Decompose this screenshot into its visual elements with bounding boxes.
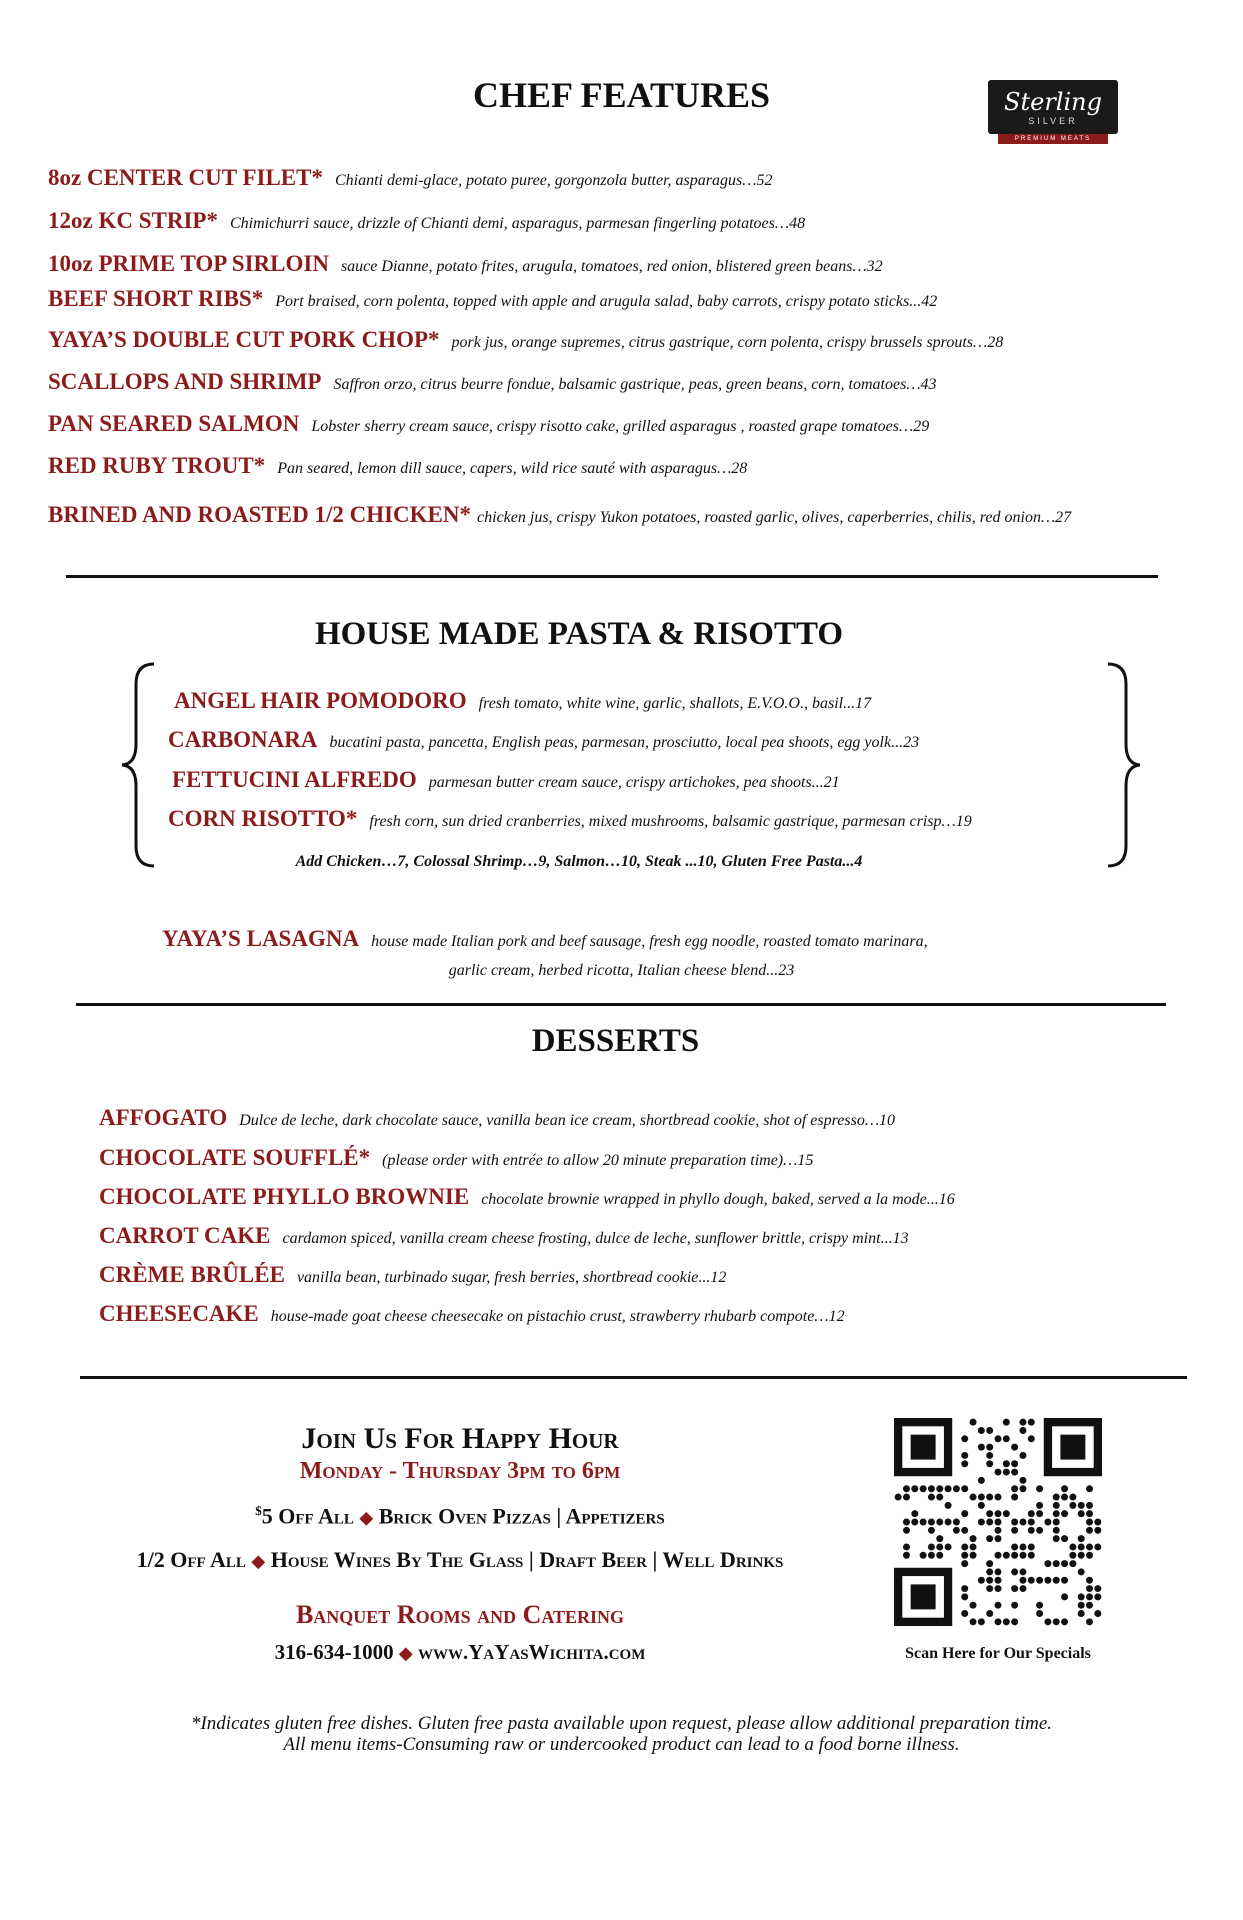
qr-caption: Scan Here for Our Specials (905, 1645, 1091, 1662)
item-name: BRINED AND ROASTED 1/2 CHICKEN* (48, 502, 472, 527)
item-desc: cardamon spiced, vanilla cream cheese frosting, dulce de leche, sunflower brittle, crispy mint...13 (282, 1230, 909, 1247)
menu-item (99, 1301, 845, 1327)
menu-item (168, 806, 972, 832)
item-desc: Port braised, corn polenta, topped with apple and arugula salad, baby carrots, crispy potato sticks...42 (275, 293, 938, 310)
menu-item (99, 1184, 955, 1210)
menu-item (174, 688, 871, 714)
lasagna-desc-2: garlic cream, herbed ricotta, Italian cheese blend...23 (448, 962, 795, 979)
sterling-silver-logo (988, 80, 1118, 144)
qr-code-icon[interactable] (894, 1418, 1102, 1626)
desserts-title: DESSERTS (531, 1023, 700, 1059)
menu-item (48, 453, 747, 479)
pasta-addons: Add Chicken…7, Colossal Shrimp…9, Salmon…10, Steak ...10, Gluten Free Pasta...4 (295, 853, 863, 870)
item-name: SCALLOPS AND SHRIMP (48, 369, 322, 394)
chef-features-title: CHEF FEATURES (472, 75, 771, 115)
contact-line (120, 1640, 800, 1665)
item-desc: chocolate brownie wrapped in phyllo dough, baked, served a la mode...16 (481, 1191, 955, 1208)
item-name: RED RUBY TROUT* (48, 453, 266, 478)
menu-item (172, 767, 840, 793)
menu-item (48, 286, 937, 312)
item-desc: chicken jus, crispy Yukon potatoes, roasted garlic, olives, caperberries, chilis, red onion…27 (477, 509, 1072, 526)
item-desc: Chimichurri sauce, drizzle of Chianti demi, asparagus, parmesan fingerling potatoes…48 (229, 215, 806, 232)
item-name: CARROT CAKE (99, 1223, 271, 1248)
item-desc: fresh tomato, white wine, garlic, shallots, E.V.O.O., basil...17 (478, 695, 872, 712)
line1-a: 5 Off All (261, 1503, 354, 1529)
line1-b: Brick Oven Pizzas | Appetizers (378, 1503, 665, 1529)
item-name: 12oz KC STRIP* (48, 208, 218, 233)
item-name: FETTUCINI ALFREDO (172, 767, 417, 792)
menu-item (99, 1105, 895, 1131)
footer-note (0, 1713, 1243, 1755)
banquet-title: Banquet Rooms and Catering (295, 1600, 625, 1629)
menu-item (48, 369, 937, 395)
item-desc: Pan seared, lemon dill sauce, capers, wild rice sauté with asparagus…28 (277, 460, 748, 477)
item-desc: Saffron orzo, citrus beurre fondue, balsamic gastrique, peas, green beans, corn, tomatoes…43 (333, 376, 937, 393)
diamond-icon: ◆ (359, 1507, 374, 1528)
item-desc: house made Italian pork and beef sausage, fresh egg noodle, roasted tomato marinara, (371, 933, 928, 950)
logo-tag: PREMIUM MEATS (998, 134, 1108, 144)
menu-item (48, 327, 1003, 353)
item-desc: Chianti demi-glace, potato puree, gorgonzola butter, asparagus…52 (334, 172, 773, 189)
menu-item (48, 208, 805, 234)
item-name: CORN RISOTTO* (168, 806, 358, 831)
item-desc: parmesan butter cream sauce, crispy artichokes, pea shoots...21 (428, 774, 840, 791)
item-name: CHOCOLATE SOUFFLÉ* (99, 1145, 371, 1170)
item-desc: (please order with entrée to allow 20 minute preparation time)…15 (382, 1152, 814, 1169)
menu-item (48, 165, 772, 191)
menu-item (99, 1262, 726, 1288)
left-brace (118, 660, 158, 870)
menu-item (48, 411, 929, 437)
menu-item (99, 1223, 909, 1249)
item-name: 8oz CENTER CUT FILET* (48, 165, 323, 190)
item-desc: Dulce de leche, dark chocolate sauce, vanilla bean ice cream, shortbread cookie, shot of espresso…10 (239, 1112, 896, 1129)
item-name: YAYA’S LASAGNA (162, 926, 360, 951)
menu-item (48, 251, 883, 277)
lasagna-item (162, 926, 928, 952)
item-name: AFFOGATO (99, 1105, 228, 1130)
logo-silver: SILVER (1028, 116, 1078, 126)
divider (80, 1376, 1187, 1379)
item-name: YAYA’S DOUBLE CUT PORK CHOP* (48, 327, 440, 352)
menu-item (99, 1145, 813, 1171)
menu-item (48, 502, 1071, 528)
item-desc: house-made goat cheese cheesecake on pistachio crust, strawberry rhubarb compote…12 (270, 1308, 845, 1325)
item-name: CHOCOLATE PHYLLO BROWNIE (99, 1184, 470, 1209)
item-name: CRÈME BRÛLÉE (99, 1262, 285, 1287)
item-desc: fresh corn, sun dried cranberries, mixed mushrooms, balsamic gastrique, parmesan crisp…19 (369, 813, 972, 830)
phone-number: 316-634-1000 (274, 1640, 394, 1664)
divider (76, 1003, 1166, 1006)
dollar-sign: $ (255, 1503, 262, 1518)
happy-hour-line-2 (60, 1547, 860, 1573)
right-brace (1104, 660, 1144, 870)
happy-hour-days: Monday - Thursday 3pm to 6pm (299, 1458, 621, 1484)
item-desc: Lobster sherry cream sauce, crispy risotto cake, grilled asparagus , roasted grape tomatoes…29 (311, 418, 930, 435)
item-name: BEEF SHORT RIBS* (48, 286, 264, 311)
diamond-icon: ◆ (251, 1551, 266, 1571)
item-name: ANGEL HAIR POMODORO (174, 688, 467, 713)
website-link[interactable]: www.YaYasWichita.com (417, 1640, 646, 1664)
happy-hour-line-1 (120, 1503, 800, 1529)
item-desc: pork jus, orange supremes, citrus gastrique, corn polenta, crispy brussels sprouts…28 (451, 334, 1004, 351)
happy-hour-title: Join Us For Happy Hour (301, 1422, 619, 1455)
line2-a: 1/2 Off All (136, 1547, 246, 1572)
diamond-icon: ◆ (398, 1643, 413, 1663)
logo-script: Sterling (1004, 88, 1102, 116)
footer-line-1: *Indicates gluten free dishes. Gluten free pasta available upon request, please allow additional preparation time. (190, 1713, 1053, 1734)
item-desc: vanilla bean, turbinado sugar, fresh berries, shortbread cookie...12 (296, 1269, 727, 1286)
item-name: CARBONARA (168, 727, 318, 752)
footer-line-2: All menu items-Consuming raw or undercooked product can lead to a food borne illness. (283, 1734, 960, 1755)
divider (66, 575, 1158, 578)
item-desc: bucatini pasta, pancetta, English peas, parmesan, prosciutto, local pea shoots, egg yolk...23 (329, 734, 920, 751)
item-desc: sauce Dianne, potato frites, arugula, tomatoes, red onion, blistered green beans…32 (340, 258, 883, 275)
menu-item (168, 727, 919, 753)
line2-b: House Wines By The Glass | Draft Beer | Well Drinks (270, 1547, 784, 1572)
item-name: PAN SEARED SALMON (48, 411, 300, 436)
item-name: 10oz PRIME TOP SIRLOIN (48, 251, 329, 276)
item-name: CHEESECAKE (99, 1301, 259, 1326)
pasta-title: HOUSE MADE PASTA & RISOTTO (314, 616, 844, 652)
